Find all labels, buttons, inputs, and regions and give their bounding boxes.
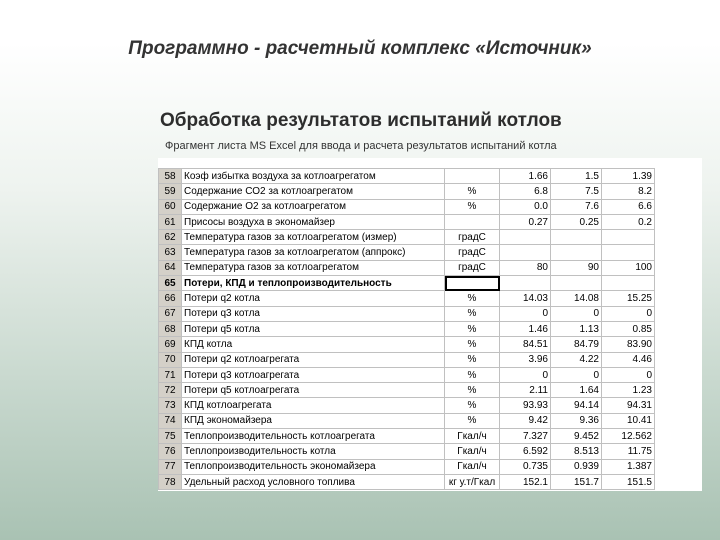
row-number[interactable]: 68 [159, 321, 182, 336]
spreadsheet-body [159, 169, 655, 490]
value-cell-2[interactable]: 7.5 [551, 184, 602, 199]
value-cell-3[interactable]: 4.46 [602, 352, 655, 367]
value-cell-3[interactable]: 11.75 [602, 444, 655, 459]
row-label[interactable]: КПД экономайзера [182, 413, 445, 428]
value-cell-2[interactable]: 8.513 [551, 444, 602, 459]
table-row [159, 429, 655, 444]
value-cell-1[interactable] [500, 276, 551, 291]
value-cell-3[interactable]: 10.41 [602, 413, 655, 428]
row-number[interactable]: 71 [159, 367, 182, 382]
value-cell-1[interactable]: 0 [500, 306, 551, 321]
unit-cell[interactable]: % [445, 321, 500, 336]
value-cell-2[interactable] [551, 230, 602, 245]
unit-cell[interactable] [445, 276, 500, 291]
row-label[interactable]: Температура газов за котлоагрегатом [182, 260, 445, 275]
row-number[interactable]: 74 [159, 413, 182, 428]
value-cell-1[interactable]: 2.11 [500, 383, 551, 398]
row-label[interactable]: Температура газов за котлоагрегатом (аппрокс) [182, 245, 445, 260]
row-label[interactable]: Теплопроизводительность котлоагрегата [182, 429, 445, 444]
value-cell-2[interactable]: 9.452 [551, 429, 602, 444]
row-label[interactable]: Потери, КПД и теплопроизводительность [182, 276, 445, 291]
table-row [159, 291, 655, 306]
table-row [159, 383, 655, 398]
value-cell-1[interactable]: 1.66 [500, 169, 551, 184]
table-row [159, 230, 655, 245]
row-number[interactable]: 64 [159, 260, 182, 275]
value-cell-3[interactable]: 0.85 [602, 321, 655, 336]
value-cell-3[interactable]: 151.5 [602, 474, 655, 489]
value-cell-3[interactable]: 94.31 [602, 398, 655, 413]
unit-cell[interactable]: градС [445, 230, 500, 245]
unit-cell[interactable]: % [445, 199, 500, 214]
unit-cell[interactable]: % [445, 398, 500, 413]
table-row [159, 321, 655, 336]
table-row [159, 459, 655, 474]
table-row [159, 337, 655, 352]
value-cell-2[interactable]: 4.22 [551, 352, 602, 367]
slide-subtitle: Обработка результатов испытаний котлов [160, 110, 562, 131]
value-cell-1[interactable]: 6.8 [500, 184, 551, 199]
table-row [159, 276, 655, 291]
table-row [159, 169, 655, 184]
value-cell-1[interactable]: 3.96 [500, 352, 551, 367]
table-row [159, 199, 655, 214]
row-number[interactable]: 59 [159, 184, 182, 199]
value-cell-1[interactable]: 1.46 [500, 321, 551, 336]
row-number[interactable]: 70 [159, 352, 182, 367]
row-label[interactable]: Присосы воздуха в экономайзер [182, 214, 445, 229]
unit-cell[interactable]: % [445, 306, 500, 321]
value-cell-2[interactable]: 151.7 [551, 474, 602, 489]
value-cell-3[interactable]: 1.387 [602, 459, 655, 474]
row-number[interactable]: 72 [159, 383, 182, 398]
value-cell-3[interactable]: 0.2 [602, 214, 655, 229]
value-cell-2[interactable]: 7.6 [551, 199, 602, 214]
value-cell-2[interactable]: 9.36 [551, 413, 602, 428]
value-cell-3[interactable]: 1.23 [602, 383, 655, 398]
spreadsheet-grid [158, 168, 655, 490]
row-label[interactable]: Удельный расход условного топлива [182, 474, 445, 489]
row-number[interactable]: 63 [159, 245, 182, 260]
unit-cell[interactable]: кг у.т/Гкал [445, 474, 500, 489]
table-row [159, 245, 655, 260]
row-number[interactable]: 61 [159, 214, 182, 229]
unit-cell[interactable]: % [445, 337, 500, 352]
table-row [159, 260, 655, 275]
value-cell-1[interactable]: 14.03 [500, 291, 551, 306]
value-cell-1[interactable]: 84.51 [500, 337, 551, 352]
row-label[interactable]: Потери q3 котла [182, 306, 445, 321]
row-number[interactable]: 67 [159, 306, 182, 321]
unit-cell[interactable]: Гкал/ч [445, 429, 500, 444]
value-cell-1[interactable]: 152.1 [500, 474, 551, 489]
table-row [159, 444, 655, 459]
value-cell-2[interactable]: 1.5 [551, 169, 602, 184]
value-cell-2[interactable] [551, 276, 602, 291]
row-label[interactable]: Потери q2 котла [182, 291, 445, 306]
value-cell-1[interactable]: 0 [500, 367, 551, 382]
slide-title: Программно - расчетный комплекс «Источник» [128, 38, 592, 59]
value-cell-3[interactable]: 6.6 [602, 199, 655, 214]
unit-cell[interactable]: % [445, 367, 500, 382]
value-cell-2[interactable]: 94.14 [551, 398, 602, 413]
value-cell-2[interactable]: 0 [551, 367, 602, 382]
row-label[interactable]: КПД котла [182, 337, 445, 352]
value-cell-2[interactable] [551, 245, 602, 260]
row-label[interactable]: Потери q5 котла [182, 321, 445, 336]
unit-cell[interactable]: % [445, 413, 500, 428]
unit-cell[interactable]: градС [445, 245, 500, 260]
unit-cell[interactable]: % [445, 291, 500, 306]
row-number[interactable]: 62 [159, 230, 182, 245]
value-cell-3[interactable]: 8.2 [602, 184, 655, 199]
table-row [159, 413, 655, 428]
unit-cell[interactable]: градС [445, 260, 500, 275]
row-label[interactable]: Коэф избытка воздуха за котлоагрегатом [182, 169, 445, 184]
value-cell-3[interactable]: 100 [602, 260, 655, 275]
row-label[interactable]: Теплопроизводительность экономайзера [182, 459, 445, 474]
row-label[interactable]: Потери q3 котлоагрегата [182, 367, 445, 382]
row-label[interactable]: КПД котлоагрегата [182, 398, 445, 413]
table-row [159, 306, 655, 321]
table-row [159, 214, 655, 229]
value-cell-2[interactable]: 1.64 [551, 383, 602, 398]
unit-cell[interactable]: % [445, 383, 500, 398]
unit-cell[interactable] [445, 169, 500, 184]
value-cell-3[interactable]: 12.562 [602, 429, 655, 444]
value-cell-3[interactable]: 15.25 [602, 291, 655, 306]
table-row [159, 352, 655, 367]
table-row [159, 367, 655, 382]
value-cell-1[interactable]: 9.42 [500, 413, 551, 428]
value-cell-3[interactable] [602, 230, 655, 245]
table-row [159, 184, 655, 199]
excel-caption: Фрагмент листа MS Excel для ввода и расчета результатов испытаний котла [165, 140, 557, 152]
unit-cell[interactable]: % [445, 184, 500, 199]
unit-cell[interactable] [445, 214, 500, 229]
value-cell-1[interactable]: 6.592 [500, 444, 551, 459]
value-cell-1[interactable]: 80 [500, 260, 551, 275]
unit-cell[interactable]: Гкал/ч [445, 444, 500, 459]
row-number[interactable]: 76 [159, 444, 182, 459]
row-label[interactable]: Содержание О2 за котлоагрегатом [182, 199, 445, 214]
value-cell-3[interactable] [602, 276, 655, 291]
value-cell-3[interactable]: 1.39 [602, 169, 655, 184]
value-cell-3[interactable] [602, 245, 655, 260]
unit-cell[interactable]: % [445, 352, 500, 367]
value-cell-3[interactable]: 0 [602, 306, 655, 321]
row-label[interactable]: Содержание СО2 за котлоагрегатом [182, 184, 445, 199]
row-number[interactable]: 66 [159, 291, 182, 306]
value-cell-1[interactable]: 0.0 [500, 199, 551, 214]
table-row [159, 474, 655, 489]
row-number[interactable]: 60 [159, 199, 182, 214]
value-cell-2[interactable]: 14.08 [551, 291, 602, 306]
row-number[interactable]: 69 [159, 337, 182, 352]
value-cell-2[interactable]: 0.939 [551, 459, 602, 474]
value-cell-2[interactable]: 1.13 [551, 321, 602, 336]
unit-cell[interactable]: Гкал/ч [445, 459, 500, 474]
row-number[interactable]: 77 [159, 459, 182, 474]
row-number[interactable]: 78 [159, 474, 182, 489]
table-row [159, 398, 655, 413]
excel-sheet-fragment [158, 158, 702, 491]
value-cell-3[interactable]: 0 [602, 367, 655, 382]
row-label[interactable]: Потери q5 котлоагрегата [182, 383, 445, 398]
value-cell-2[interactable]: 0 [551, 306, 602, 321]
value-cell-2[interactable]: 84.79 [551, 337, 602, 352]
row-number[interactable]: 75 [159, 429, 182, 444]
value-cell-1[interactable]: 0.735 [500, 459, 551, 474]
row-number[interactable]: 73 [159, 398, 182, 413]
value-cell-1[interactable]: 93.93 [500, 398, 551, 413]
row-number[interactable]: 65 [159, 276, 182, 291]
row-number[interactable]: 58 [159, 169, 182, 184]
value-cell-2[interactable]: 90 [551, 260, 602, 275]
value-cell-1[interactable] [500, 230, 551, 245]
row-label[interactable]: Потери q2 котлоагрегата [182, 352, 445, 367]
row-label[interactable]: Температура газов за котлоагрегатом (измер) [182, 230, 445, 245]
value-cell-3[interactable]: 83.90 [602, 337, 655, 352]
value-cell-1[interactable]: 0.27 [500, 214, 551, 229]
row-label[interactable]: Теплопроизводительность котла [182, 444, 445, 459]
value-cell-2[interactable]: 0.25 [551, 214, 602, 229]
value-cell-1[interactable]: 7.327 [500, 429, 551, 444]
value-cell-1[interactable] [500, 245, 551, 260]
